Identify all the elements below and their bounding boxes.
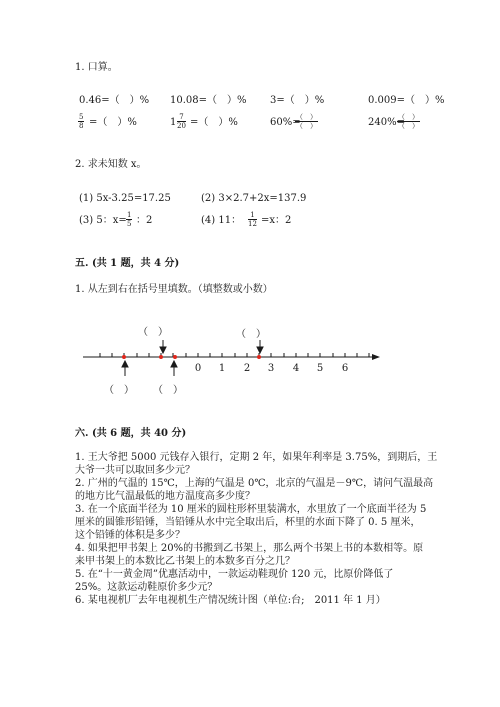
tick-label-3: 3 (267, 363, 275, 374)
equation-1: (1) 5x-3.25=17.25 (79, 193, 171, 204)
word-problem-line: 厘米的圆锥形铅锤，当铅锤从水中完全取出后，杯里的水面下降了 0. 5 厘米， (75, 517, 421, 528)
tick-label-2: 2 (243, 363, 251, 374)
oral-calc-7-left: 60%= (270, 117, 301, 128)
point-marker-4 (257, 355, 261, 359)
number-line-ticks (100, 353, 369, 357)
blank-top-1: （ ） (138, 327, 168, 338)
oral-calc-4: 0.009=（ ）% (368, 95, 445, 106)
equation-2: (2) 3×2.7+2x=137.9 (201, 193, 307, 204)
mixed-number-whole: 1 (170, 117, 177, 128)
fraction-7-20: $\frac{7}{20}$ (177, 113, 186, 130)
word-problem-line: 2. 广州的气温的 15℃，上海的气温是 0℃，北京的气温是－9℃，请问气温最高 (75, 478, 434, 489)
section-5-question-1: 1. 从左到右在括号里填数。（填整数或小数） (75, 284, 273, 295)
fraction-5-8: $\frac{5}{8}$ (79, 113, 84, 130)
point-marker-2 (159, 355, 163, 359)
fraction-1-5: $\frac{1}{5}$ (127, 211, 132, 228)
fraction-blank-2: （ ） （ ） (398, 113, 419, 130)
equation-3-a: (3) 5：x= (79, 215, 127, 226)
word-problem-line: 这个铅锤的体积是多少？ (75, 530, 185, 541)
equation-4-b: =x：2 (261, 215, 292, 226)
section-6-heading: 六. (共 6 题，共 40 分) (75, 428, 187, 439)
number-line-labels (195, 363, 348, 374)
up-arrow-icons (122, 361, 177, 376)
fraction-blank-1: （ ） （ ） (296, 113, 317, 130)
word-problem-line: 的地方比气温最低的地方温度高多少度？ (75, 491, 255, 502)
tick-label-4: 4 (292, 363, 300, 374)
word-problem-line: 6. 某电视机厂去年电视机生产情况统计图（单位:台; 2011 年 1 月） (75, 595, 386, 606)
down-arrow-icons (160, 340, 263, 353)
word-problem-line: 1. 王大爷把 5000 元钱存入银行，定期 2 年，如果年利率是 3.75%，到期后，王 (75, 452, 438, 463)
tick-label-5: 5 (316, 363, 324, 374)
question-1-title: 1. 口算。 (75, 62, 118, 73)
blank-bottom-2: （ ） (153, 385, 183, 396)
tick-label-0: 0 (194, 363, 202, 374)
point-marker-3 (173, 355, 177, 359)
oral-calc-3: 3=（ ）% (270, 95, 325, 106)
equation-3-b: ：2 (136, 215, 153, 226)
fraction-1-12: $\frac{1}{12}$ (248, 211, 257, 228)
word-problem-line: 25%。这款运动鞋原价多少元？ (75, 582, 218, 593)
word-problem-line: 4. 如果把甲书架上 20%的书搬到乙书架上，那么两个书架上书的本数相等。原 (75, 543, 424, 554)
point-marker-1 (122, 355, 126, 359)
tick-label-1: 1 (218, 363, 226, 374)
word-problem-line: 来甲书架上的本数比乙书架上的本数多百分之几？ (75, 556, 295, 567)
blank-top-2: （ ） (236, 329, 266, 340)
word-problem-line: 大爷一共可以取回多少元？ (75, 465, 195, 476)
oral-calc-2: 10.08=（ ）% (170, 95, 247, 106)
blank-bottom-1: （ ） (104, 385, 134, 396)
oral-calc-6: =（ ）% (190, 117, 238, 128)
question-2-title: 2. 求未知数 x。 (75, 159, 147, 170)
word-problem-line: 5. 在“十一黄金周”优惠活动中，一款运动鞋现价 120 元，比原价降低了 (75, 569, 394, 580)
oral-calc-1: 0.46=（ ）% (79, 95, 150, 106)
word-problem-line: 3. 在一个底面半径为 10 厘米的圆柱形杯里装满水，水里放了一个底面半径为 5 (75, 504, 427, 515)
oral-calc-8-left: 240%= (368, 117, 405, 128)
tick-label-6: 6 (341, 363, 349, 374)
equation-4-a: (4) 11： (201, 215, 242, 226)
oral-calc-5: =（ ）% (89, 117, 137, 128)
section-5-heading: 五. (共 1 题，共 4 分) (75, 258, 180, 269)
number-line-arrow (372, 354, 380, 360)
